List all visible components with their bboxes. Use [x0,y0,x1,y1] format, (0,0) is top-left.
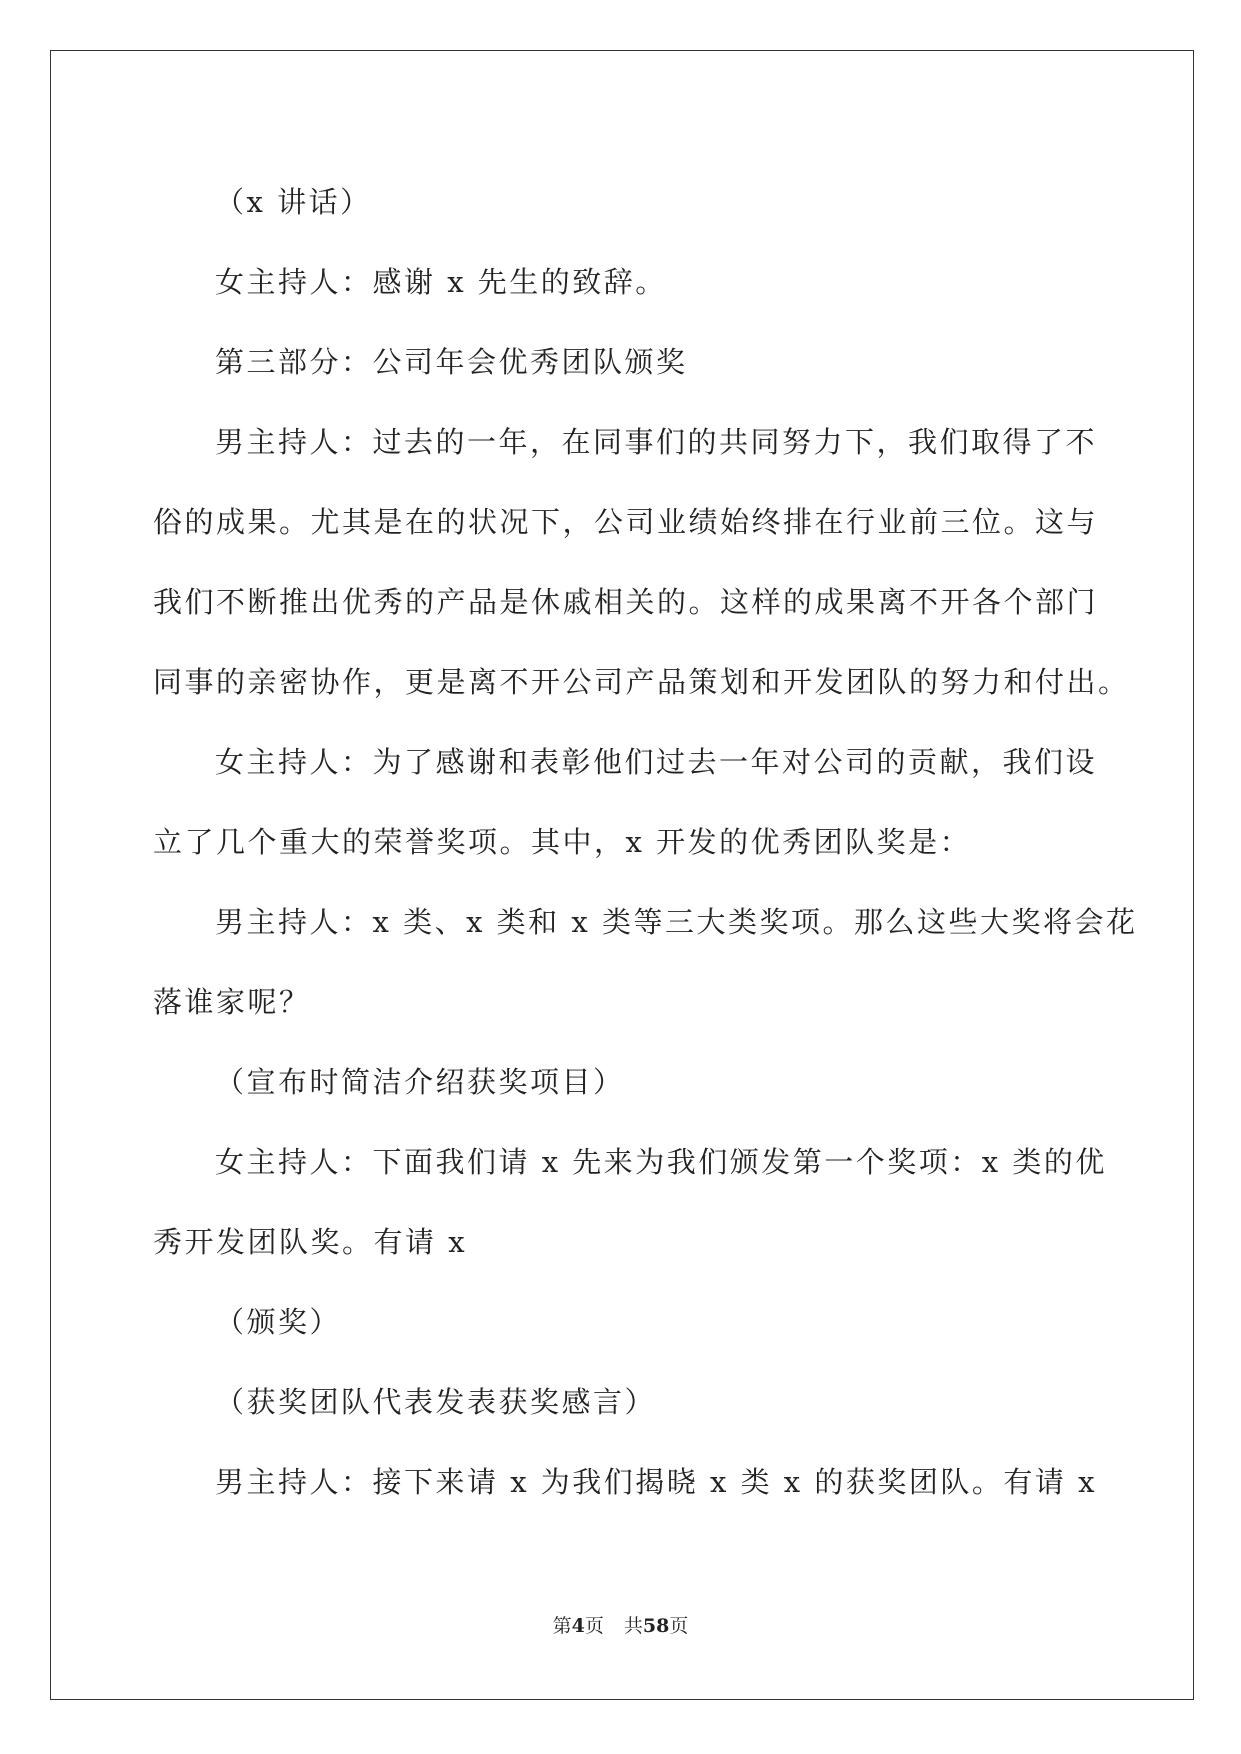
section-heading: 第三部分：公司年会优秀团队颁奖 [215,345,688,379]
page-suffix: 页 [584,1615,604,1637]
paragraph-line: 男主持人：过去的一年，在同事们的共同努力下，我们取得了不 [215,425,1098,459]
paragraph-line: （获奖团队代表发表获奖感言） [215,1385,657,1419]
paragraph-line: 男主持人：x 类、x 类和 x 类等三大类奖项。那么这些大奖将会花 [215,905,1138,939]
paragraph-line: 女主持人：感谢 x 先生的致辞。 [215,265,667,299]
page-footer [0,1614,1241,1638]
total-prefix: 共 [623,1615,643,1637]
paragraph-line: 女主持人：为了感谢和表彰他们过去一年对公司的贡献，我们设 [215,745,1098,779]
paragraph-line: 落谁家呢？ [153,985,311,1019]
document-body [153,162,1138,1522]
paragraph-line: 秀开发团队奖。有请 x [153,1225,468,1259]
paragraph-line: 立了几个重大的荣誉奖项。其中，x 开发的优秀团队奖是： [153,825,972,859]
total-suffix: 页 [669,1615,689,1637]
page-prefix: 第 [552,1615,572,1637]
paragraph-line: 我们不断推出优秀的产品是休戚相关的。这样的成果离不开各个部门 [153,585,1099,619]
page-number: 4 [571,1615,585,1637]
paragraph-line: 男主持人：接下来请 x 为我们揭晓 x 类 x 的获奖团队。有请 x [215,1465,1097,1499]
paragraph-line: 同事的亲密协作，更是离不开公司产品策划和开发团队的努力和付出。 [153,665,1130,699]
paragraph-line: 俗的成果。尤其是在的状况下，公司业绩始终排在行业前三位。这与 [153,505,1099,539]
paragraph-line: （x 讲话） [215,185,372,219]
paragraph-line: （颁奖） [215,1305,342,1339]
paragraph-line: （宣布时简洁介绍获奖项目） [215,1065,625,1099]
total-pages: 58 [642,1615,670,1637]
paragraph-line: 女主持人：下面我们请 x 先来为我们颁发第一个奖项：x 类的优 [215,1145,1107,1179]
